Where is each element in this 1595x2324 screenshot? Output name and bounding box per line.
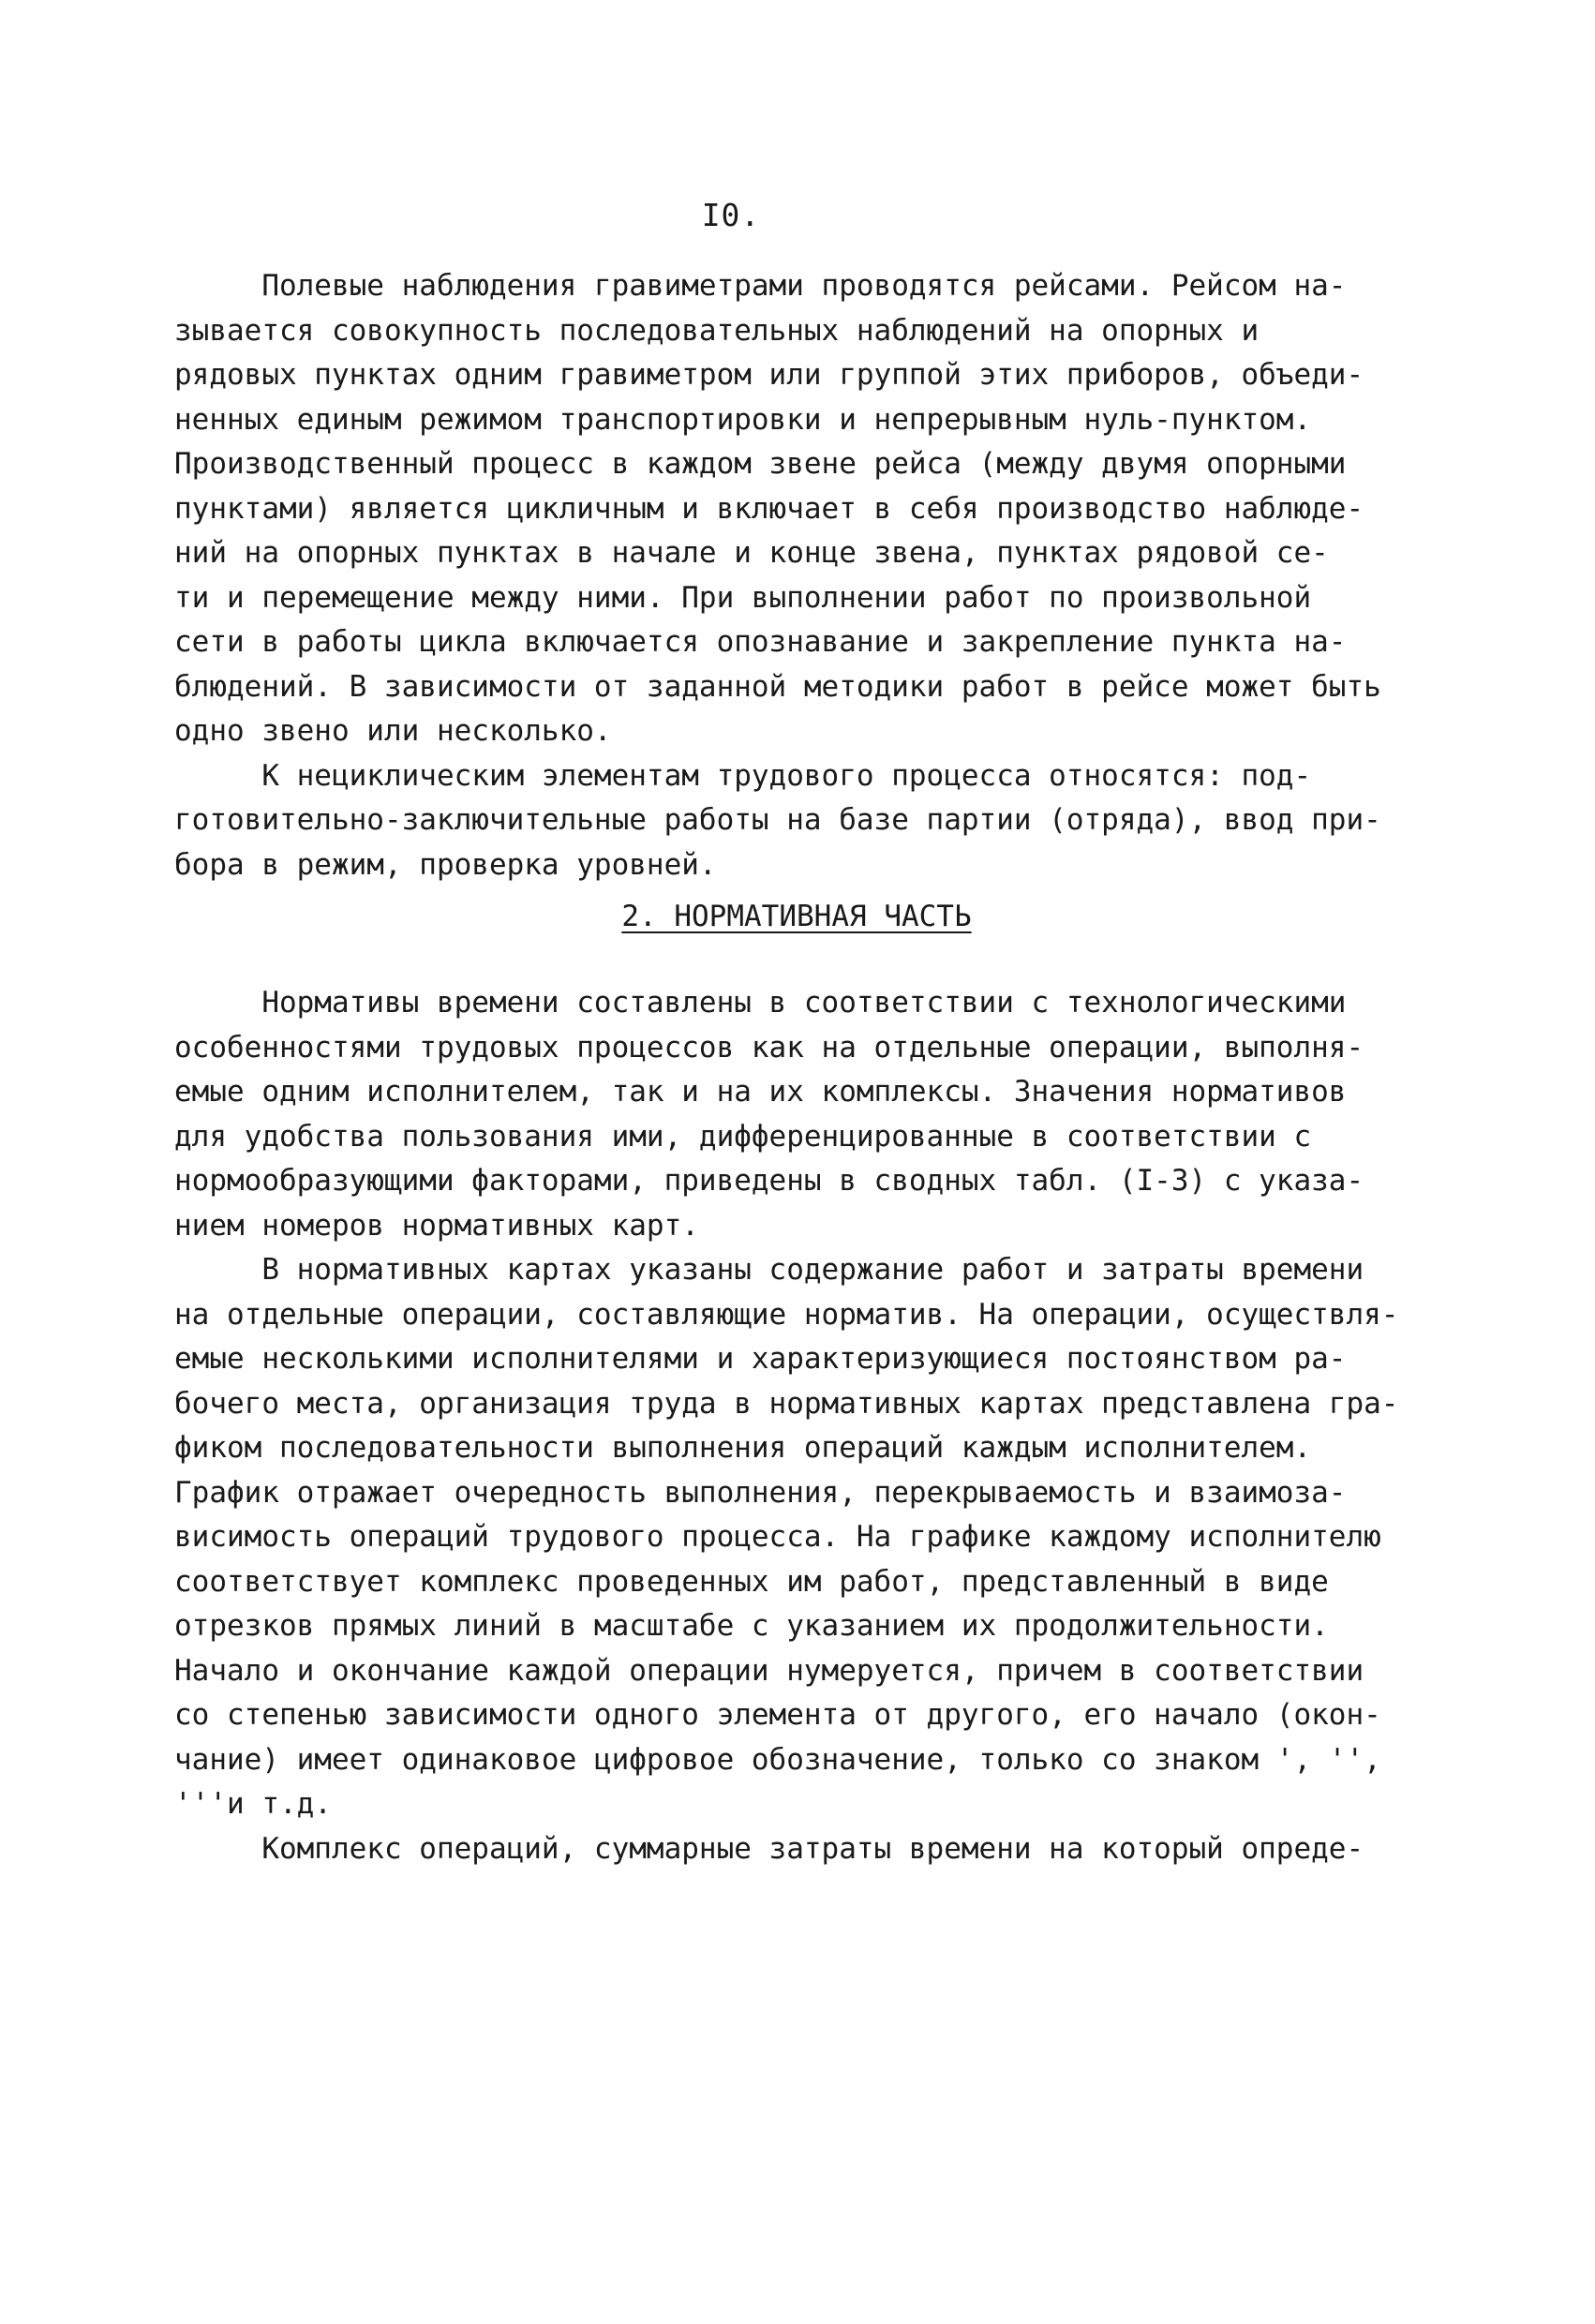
text-line: одно звено или несколько. [174,714,612,748]
text-line: Начало и окончание каждой операции нумеруется, причем в соответствии [174,1653,1364,1688]
text-line: Нормативы времени составлены в соответствии с технологическими [174,986,1347,1020]
text-line: нормообразующими факторами, приведены в сводных табл. (I-3) с указа- [174,1164,1364,1198]
text-line: Комплекс операций, суммарные затраты времени на который опреде- [174,1831,1364,1866]
section-title [0,895,1593,939]
page-number: I0. [701,197,761,233]
text-line: Полевые наблюдения гравиметрами проводятся рейсами. Рейсом на- [174,269,1347,303]
text-line: Производственный процесс в каждом звене рейса (между двумя опорными [174,447,1347,481]
text-line: висимость операций трудового процесса. На графике каждому исполнителю [174,1520,1381,1554]
text-line: сети в работы цикла включается опознавание и закрепление пункта на- [174,625,1347,659]
text-line: '''и т.д. [174,1787,332,1821]
intro-text-block [174,264,1449,887]
text-line: для удобства пользования ими, дифференцированные в соответствии с [174,1119,1312,1154]
section-title-text: 2. НОРМАТИВНАЯ ЧАСТЬ [621,900,972,933]
text-line: чание) имеет одинаковое цифровое обозначение, только со знаком ', '', [174,1742,1381,1777]
text-line: ненных единым режимом транспортировки и непрерывным нуль-пунктом. [174,402,1312,437]
normative-text-block [174,981,1449,1871]
text-line: на отдельные операции, составляющие норматив. На операции, осуществля- [174,1297,1399,1332]
text-line: соответствует комплекс проведенных им работ, представленный в виде [174,1564,1329,1599]
text-line: особенностями трудовых процессов как на отдельные операции, выполня- [174,1030,1364,1065]
text-line: блюдений. В зависимости от заданной методики работ в рейсе может быть [174,669,1381,704]
text-line: ти и перемещение между ними. При выполнении работ по произвольной [174,580,1312,615]
text-line: График отражает очередность выполнения, перекрываемость и взаимоза- [174,1475,1347,1510]
text-line: фиком последовательности выполнения операций каждым исполнителем. [174,1431,1312,1465]
text-line: В нормативных картах указаны содержание работ и затраты времени [174,1253,1364,1287]
text-line: рядовых пунктах одним гравиметром или группой этих приборов, объеди- [174,358,1364,392]
text-line: со степенью зависимости одного элемента от другого, его начало (окон- [174,1698,1381,1732]
text-line: бора в режим, проверка уровней. [174,847,717,882]
text-line: бочего места, организация труда в нормативных картах представлена гра- [174,1386,1399,1421]
text-line: К нециклическим элементам трудового процесса относятся: под- [174,758,1312,793]
text-line: отрезков прямых линий в масштабе с указанием их продолжительности. [174,1609,1329,1643]
text-line: емые одним исполнителем, так и на их комплексы. Значения нормативов [174,1075,1347,1109]
text-line: готовительно-заключительные работы на базе партии (отряда), ввод при- [174,803,1381,837]
text-line: зывается совокупность последовательных наблюдений на опорных и [174,313,1260,348]
text-line: ний на опорных пунктах в начале и конце звена, пунктах рядовой се- [174,536,1329,570]
text-line: емые несколькими исполнителями и характеризующиеся постоянством ра- [174,1342,1347,1376]
text-line: нием номеров нормативных карт. [174,1208,699,1243]
text-line: пунктами) является цикличным и включает в себя производство наблюде- [174,491,1364,526]
